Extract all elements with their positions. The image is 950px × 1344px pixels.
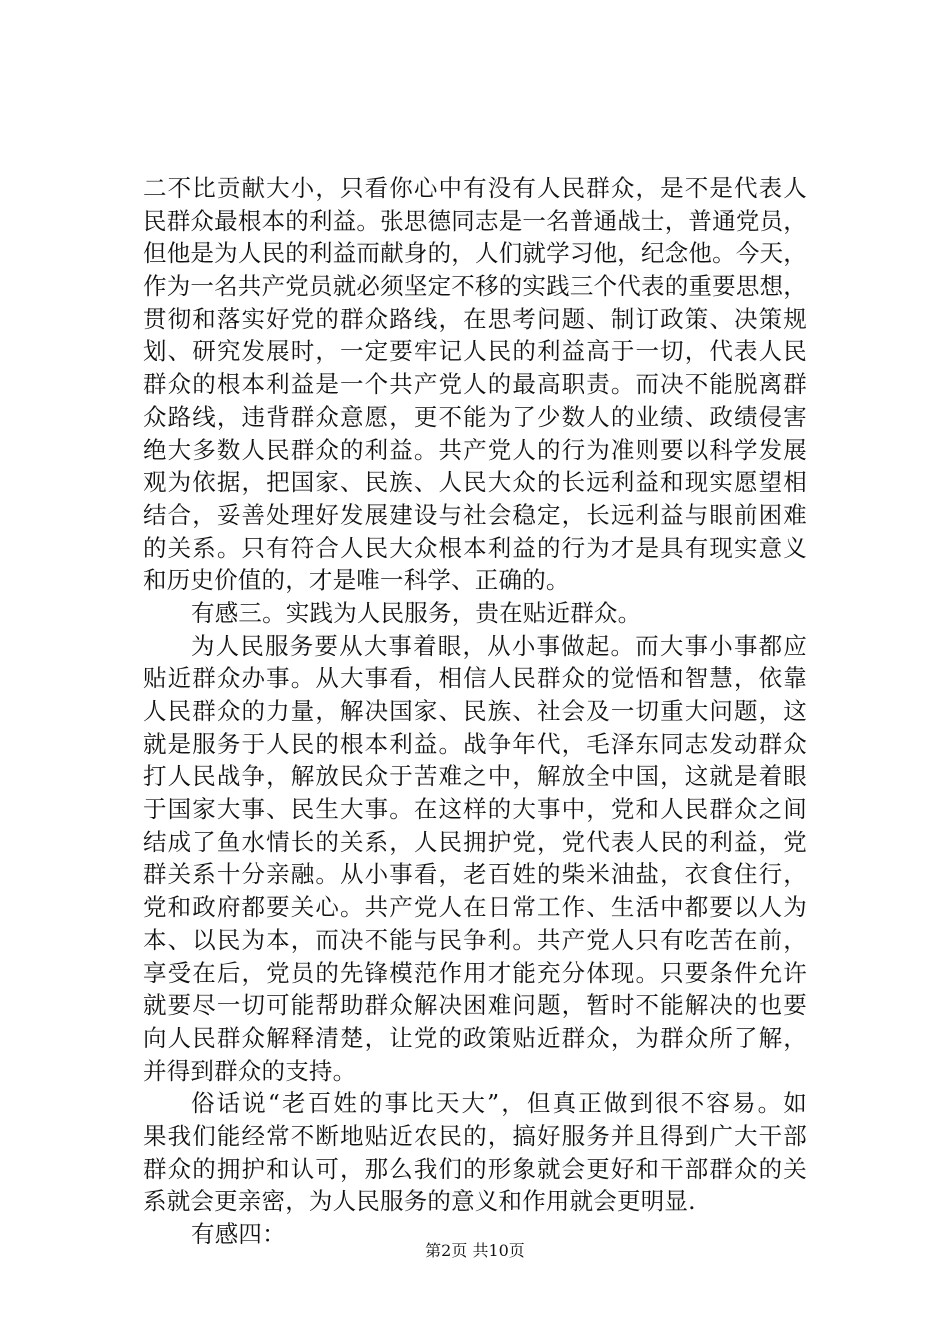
text-line: 的关系。只有符合人民大众根本利益的行为才是具有现实意义 (143, 533, 807, 562)
text-line: 人民群众的力量，解决国家、民族、社会及一切重大问题，这 (143, 697, 807, 725)
document-body (143, 172, 807, 1251)
text-line: 果我们能经常不断地贴近农民的，搞好服务并且得到广大干部 (143, 1121, 807, 1150)
text-line: 结合，妥善处理好发展建设与社会稳定，长远利益与眼前困难 (143, 500, 807, 529)
page-footer: 第2页 共10页 (425, 1241, 525, 1260)
text-line: 但他是为人民的利益而献身的，人们就学习他，纪念他。今天， (143, 239, 807, 268)
text-line: 本、以民为本，而决不能与民争利。共产党人只有吃苦在前， (143, 925, 807, 954)
text-line: 划、研究发展时，一定要牢记人民的利益高于一切，代表人民 (143, 337, 807, 366)
text-line: 享受在后，党员的先锋模范作用才能充分体现。只要条件允许 (143, 958, 807, 987)
text-line: 群众的根本利益是一个共产党人的最高职责。而决不能脱离群 (143, 370, 807, 399)
text-line: 于国家大事、民生大事。在这样的大事中，党和人民群众之间 (143, 795, 807, 824)
text-line: 为人民服务要从大事着眼，从小事做起。而大事小事都应 (191, 631, 807, 660)
text-line: 结成了鱼水情长的关系，人民拥护党，党代表人民的利益，党 (143, 827, 807, 856)
text-line: 党和政府都要关心。共产党人在日常工作、生活中都要以人为 (143, 893, 807, 922)
text-line: 贯彻和落实好党的群众路线，在思考问题、制订政策、决策规 (143, 304, 807, 333)
text-line: 二不比贡献大小，只看你心中有没有人民群众，是不是代表人 (143, 174, 807, 202)
text-line: 就要尽一切可能帮助群众解决困难问题，暂时不能解决的也要 (143, 991, 807, 1020)
text-line: 和历史价值的，才是唯一科学、正确的。 (143, 566, 570, 595)
text-line: 民群众最根本的利益。张思德同志是一名普通战士，普通党员， (143, 206, 807, 235)
text-line: 有感三。实践为人民服务，贵在贴近群众。 (191, 598, 642, 627)
text-line: 就是服务于人民的根本利益。战争年代，毛泽东同志发动群众 (143, 729, 807, 758)
text-line: 打人民战争，解放民众于苦难之中，解放全中国，这就是着眼 (143, 762, 807, 791)
text-line: 群众的拥护和认可，那么我们的形象就会更好和干部群众的关 (143, 1154, 807, 1183)
text-line: 作为一名共产党员就必须坚定不移的实践三个代表的重要思想， (143, 272, 807, 301)
text-line: 有感四： (191, 1220, 286, 1248)
text-line: 系就会更亲密，为人民服务的意义和作用就会更明显. (143, 1187, 696, 1216)
text-line: 俗话说“老百姓的事比天大”，但真正做到很不容易。如 (191, 1089, 807, 1118)
text-line: 贴近群众办事。从大事看，相信人民群众的觉悟和智慧，依靠 (143, 664, 807, 693)
text-line: 群关系十分亲融。从小事看，老百姓的柴米油盐，衣食住行， (143, 860, 807, 889)
text-line: 绝大多数人民群众的利益。共产党人的行为准则要以科学发展 (143, 435, 807, 464)
text-line: 并得到群众的支持。 (143, 1056, 357, 1085)
text-line: 向人民群众解释清楚，让党的政策贴近群众，为群众所了解， (143, 1023, 807, 1052)
text-line: 观为依据，把国家、民族、人民大众的长远利益和现实愿望相 (143, 468, 807, 497)
text-line: 众路线，违背群众意愿，更不能为了少数人的业绩、政绩侵害 (143, 402, 807, 431)
